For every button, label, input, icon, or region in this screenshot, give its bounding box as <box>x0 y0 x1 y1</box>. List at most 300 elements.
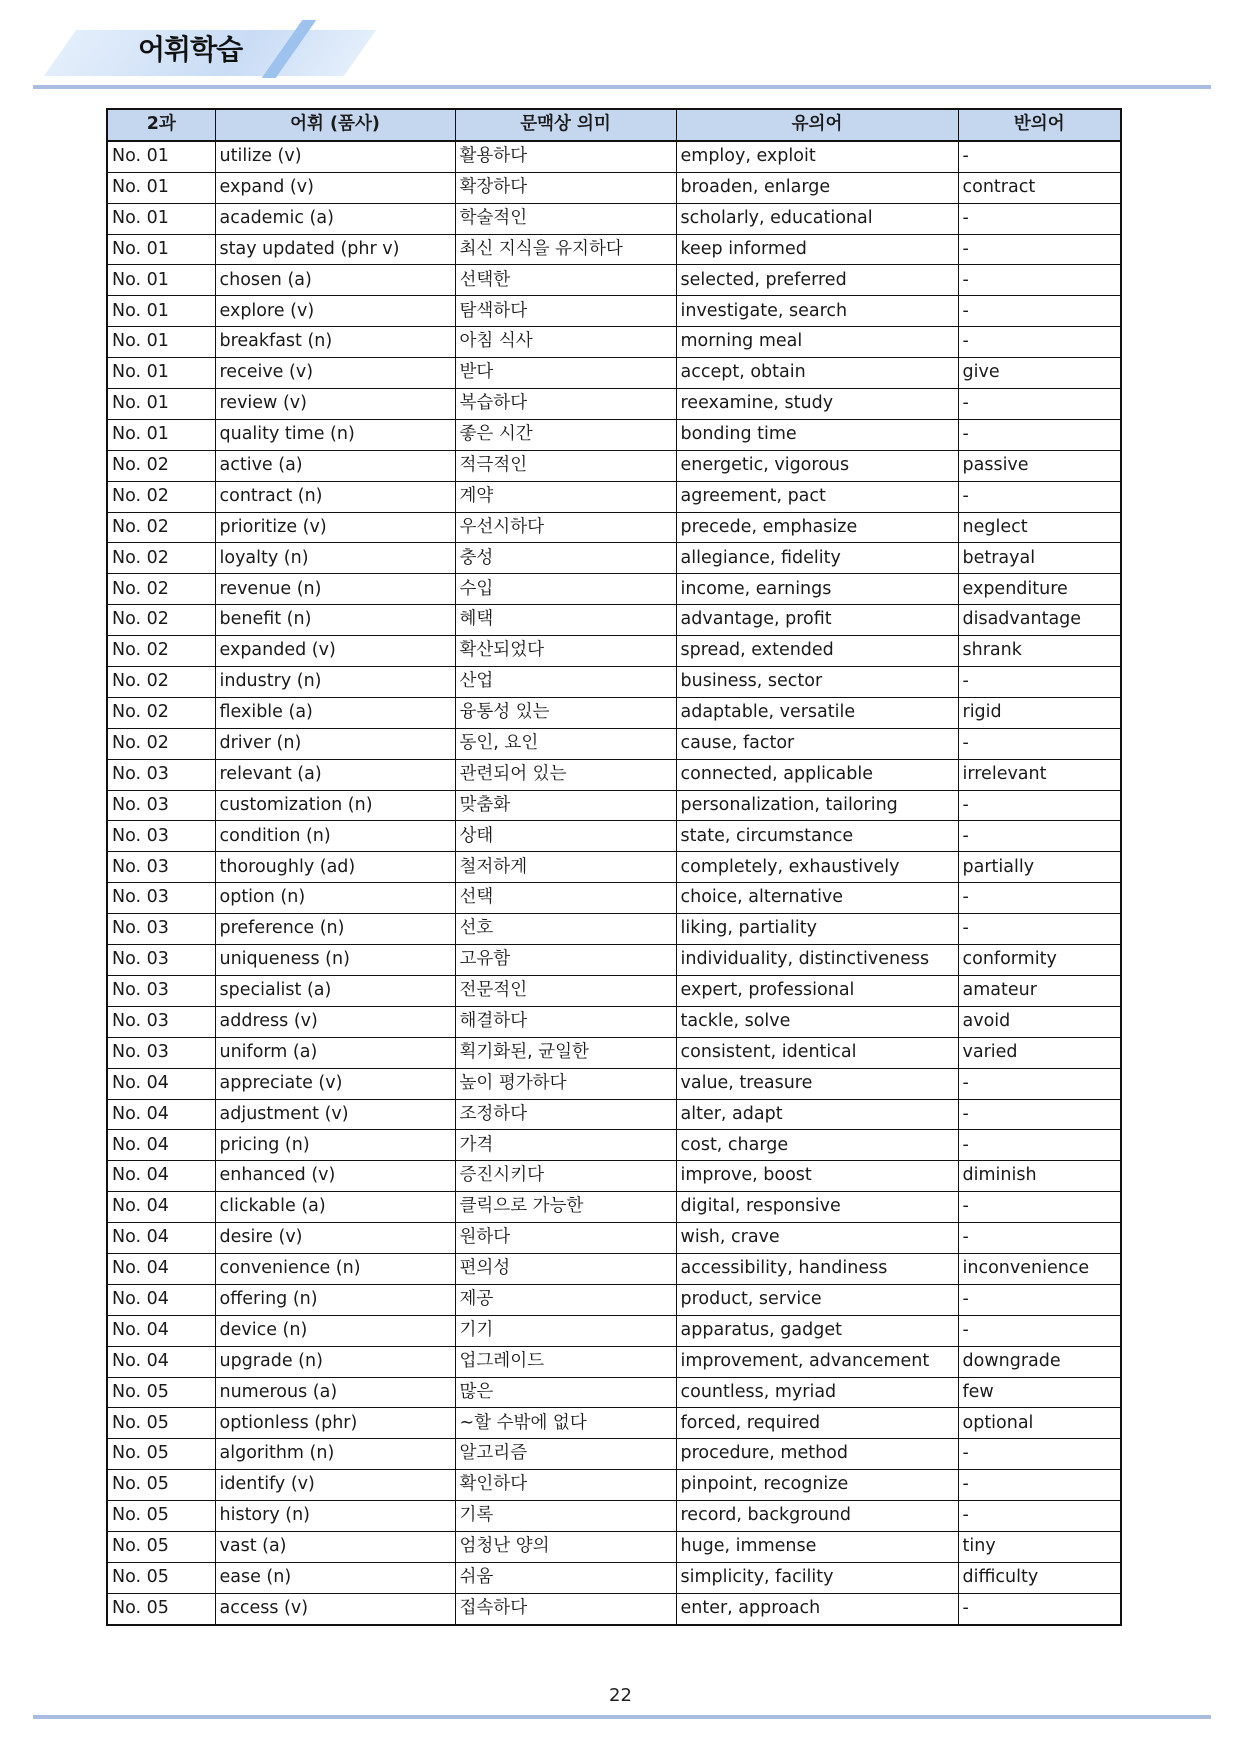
column-header-word: 어휘 (품사) <box>215 109 455 141</box>
cell-meaning: 클릭으로 가능한 <box>455 1192 676 1223</box>
cell-synonyms: completely, exhaustively <box>676 852 958 883</box>
cell-synonyms: pinpoint, recognize <box>676 1470 958 1501</box>
cell-word: clickable (a) <box>215 1192 455 1223</box>
cell-word: device (n) <box>215 1315 455 1346</box>
cell-lesson: No. 05 <box>107 1501 215 1532</box>
cell-word: identify (v) <box>215 1470 455 1501</box>
cell-word: uniform (a) <box>215 1037 455 1068</box>
page-title: 어휘학습 <box>138 33 243 66</box>
table-row <box>107 697 1121 728</box>
cell-lesson: No. 02 <box>107 574 215 605</box>
table-row <box>107 141 1121 172</box>
cell-word: specialist (a) <box>215 975 455 1006</box>
cell-antonyms: - <box>958 234 1121 265</box>
cell-antonyms: rigid <box>958 697 1121 728</box>
cell-meaning: 적극적인 <box>455 450 676 481</box>
cell-lesson: No. 01 <box>107 172 215 203</box>
cell-word: flexible (a) <box>215 697 455 728</box>
cell-word: uniqueness (n) <box>215 945 455 976</box>
cell-synonyms: employ, exploit <box>676 141 958 172</box>
cell-meaning: 고유함 <box>455 945 676 976</box>
cell-synonyms: alter, adapt <box>676 1099 958 1130</box>
cell-meaning: 확산되었다 <box>455 636 676 667</box>
cell-synonyms: improvement, advancement <box>676 1346 958 1377</box>
cell-antonyms: difficulty <box>958 1562 1121 1593</box>
cell-meaning: 탐색하다 <box>455 296 676 327</box>
cell-lesson: No. 01 <box>107 234 215 265</box>
cell-lesson: No. 02 <box>107 481 215 512</box>
cell-word: chosen (a) <box>215 265 455 296</box>
table-row <box>107 265 1121 296</box>
table-row <box>107 883 1121 914</box>
table-row <box>107 296 1121 327</box>
cell-antonyms: optional <box>958 1408 1121 1439</box>
cell-meaning: 원하다 <box>455 1223 676 1254</box>
table-row <box>107 1161 1121 1192</box>
cell-meaning: 동인, 요인 <box>455 728 676 759</box>
cell-synonyms: allegiance, fidelity <box>676 543 958 574</box>
cell-lesson: No. 01 <box>107 296 215 327</box>
cell-synonyms: business, sector <box>676 667 958 698</box>
cell-antonyms: - <box>958 1439 1121 1470</box>
cell-synonyms: bonding time <box>676 419 958 450</box>
cell-meaning: 업그레이드 <box>455 1346 676 1377</box>
table-body <box>107 141 1121 1625</box>
cell-synonyms: morning meal <box>676 327 958 358</box>
cell-meaning: 제공 <box>455 1284 676 1315</box>
cell-synonyms: product, service <box>676 1284 958 1315</box>
cell-antonyms: - <box>958 914 1121 945</box>
cell-lesson: No. 03 <box>107 975 215 1006</box>
table-row <box>107 1346 1121 1377</box>
cell-meaning: 확장하다 <box>455 172 676 203</box>
cell-meaning: 기록 <box>455 1501 676 1532</box>
table-row <box>107 1531 1121 1562</box>
column-header-meaning: 문맥상 의미 <box>455 109 676 141</box>
cell-meaning: 전문적인 <box>455 975 676 1006</box>
cell-meaning: 편의성 <box>455 1253 676 1284</box>
cell-word: driver (n) <box>215 728 455 759</box>
cell-meaning: 선택한 <box>455 265 676 296</box>
cell-meaning: 좋은 시간 <box>455 419 676 450</box>
cell-synonyms: energetic, vigorous <box>676 450 958 481</box>
cell-synonyms: tackle, solve <box>676 1006 958 1037</box>
cell-word: appreciate (v) <box>215 1068 455 1099</box>
cell-antonyms: betrayal <box>958 543 1121 574</box>
column-header-antonyms: 반의어 <box>958 109 1121 141</box>
cell-lesson: No. 02 <box>107 697 215 728</box>
cell-meaning: 조정하다 <box>455 1099 676 1130</box>
table-row <box>107 1037 1121 1068</box>
cell-synonyms: enter, approach <box>676 1593 958 1624</box>
cell-synonyms: spread, extended <box>676 636 958 667</box>
table-row <box>107 852 1121 883</box>
table-row <box>107 327 1121 358</box>
table-row <box>107 172 1121 203</box>
cell-lesson: No. 02 <box>107 512 215 543</box>
cell-meaning: 수입 <box>455 574 676 605</box>
cell-antonyms: - <box>958 1099 1121 1130</box>
cell-word: desire (v) <box>215 1223 455 1254</box>
cell-meaning: 선호 <box>455 914 676 945</box>
table-row <box>107 975 1121 1006</box>
cell-word: adjustment (v) <box>215 1099 455 1130</box>
cell-meaning: 가격 <box>455 1130 676 1161</box>
cell-antonyms: - <box>958 203 1121 234</box>
cell-lesson: No. 01 <box>107 358 215 389</box>
table-row <box>107 481 1121 512</box>
cell-antonyms: - <box>958 1470 1121 1501</box>
cell-meaning: 기기 <box>455 1315 676 1346</box>
cell-word: vast (a) <box>215 1531 455 1562</box>
table-header-row <box>107 109 1121 141</box>
table-row <box>107 1562 1121 1593</box>
cell-meaning: 선택 <box>455 883 676 914</box>
cell-meaning: 학술적인 <box>455 203 676 234</box>
cell-word: offering (n) <box>215 1284 455 1315</box>
cell-lesson: No. 01 <box>107 265 215 296</box>
cell-word: ease (n) <box>215 1562 455 1593</box>
table-row <box>107 790 1121 821</box>
cell-antonyms: - <box>958 296 1121 327</box>
cell-lesson: No. 02 <box>107 667 215 698</box>
cell-lesson: No. 05 <box>107 1408 215 1439</box>
cell-meaning: 접속하다 <box>455 1593 676 1624</box>
table-row <box>107 667 1121 698</box>
cell-word: history (n) <box>215 1501 455 1532</box>
cell-lesson: No. 05 <box>107 1593 215 1624</box>
cell-word: numerous (a) <box>215 1377 455 1408</box>
table-row <box>107 1439 1121 1470</box>
cell-antonyms: - <box>958 1593 1121 1624</box>
cell-synonyms: state, circumstance <box>676 821 958 852</box>
cell-lesson: No. 02 <box>107 605 215 636</box>
cell-word: receive (v) <box>215 358 455 389</box>
top-divider <box>33 85 1211 89</box>
cell-meaning: 획기화된, 균일한 <box>455 1037 676 1068</box>
cell-antonyms: - <box>958 327 1121 358</box>
cell-meaning: 받다 <box>455 358 676 389</box>
cell-synonyms: forced, required <box>676 1408 958 1439</box>
cell-synonyms: record, background <box>676 1501 958 1532</box>
cell-synonyms: personalization, tailoring <box>676 790 958 821</box>
cell-synonyms: simplicity, facility <box>676 1562 958 1593</box>
cell-lesson: No. 05 <box>107 1439 215 1470</box>
cell-word: pricing (n) <box>215 1130 455 1161</box>
cell-meaning: 관련되어 있는 <box>455 759 676 790</box>
cell-meaning: 상태 <box>455 821 676 852</box>
table-row <box>107 203 1121 234</box>
cell-meaning: ~할 수밖에 없다 <box>455 1408 676 1439</box>
cell-synonyms: expert, professional <box>676 975 958 1006</box>
cell-word: revenue (n) <box>215 574 455 605</box>
table-row <box>107 1223 1121 1254</box>
cell-antonyms: varied <box>958 1037 1121 1068</box>
cell-word: explore (v) <box>215 296 455 327</box>
cell-synonyms: value, treasure <box>676 1068 958 1099</box>
cell-synonyms: choice, alternative <box>676 883 958 914</box>
table-row <box>107 543 1121 574</box>
cell-antonyms: amateur <box>958 975 1121 1006</box>
table-row <box>107 574 1121 605</box>
cell-lesson: No. 03 <box>107 883 215 914</box>
cell-word: address (v) <box>215 1006 455 1037</box>
cell-lesson: No. 04 <box>107 1315 215 1346</box>
cell-lesson: No. 03 <box>107 1037 215 1068</box>
cell-lesson: No. 02 <box>107 543 215 574</box>
cell-meaning: 아침 식사 <box>455 327 676 358</box>
cell-synonyms: cost, charge <box>676 1130 958 1161</box>
cell-word: benefit (n) <box>215 605 455 636</box>
cell-synonyms: cause, factor <box>676 728 958 759</box>
table-row <box>107 1130 1121 1161</box>
table-row <box>107 728 1121 759</box>
cell-lesson: No. 01 <box>107 203 215 234</box>
cell-antonyms: - <box>958 389 1121 420</box>
cell-lesson: No. 04 <box>107 1161 215 1192</box>
cell-antonyms: disadvantage <box>958 605 1121 636</box>
table-row <box>107 1099 1121 1130</box>
cell-antonyms: conformity <box>958 945 1121 976</box>
cell-synonyms: consistent, identical <box>676 1037 958 1068</box>
table-row <box>107 1068 1121 1099</box>
table-row <box>107 1315 1121 1346</box>
cell-synonyms: selected, preferred <box>676 265 958 296</box>
column-header-lesson: 2과 <box>107 109 215 141</box>
table-row <box>107 419 1121 450</box>
cell-antonyms: - <box>958 1130 1121 1161</box>
cell-synonyms: apparatus, gadget <box>676 1315 958 1346</box>
cell-antonyms: inconvenience <box>958 1253 1121 1284</box>
table-row <box>107 1284 1121 1315</box>
cell-meaning: 철저하게 <box>455 852 676 883</box>
cell-lesson: No. 02 <box>107 450 215 481</box>
cell-antonyms: diminish <box>958 1161 1121 1192</box>
cell-synonyms: connected, applicable <box>676 759 958 790</box>
cell-synonyms: reexamine, study <box>676 389 958 420</box>
cell-word: access (v) <box>215 1593 455 1624</box>
cell-meaning: 증진시키다 <box>455 1161 676 1192</box>
table-row <box>107 1593 1121 1624</box>
cell-synonyms: investigate, search <box>676 296 958 327</box>
cell-synonyms: income, earnings <box>676 574 958 605</box>
table-row <box>107 1470 1121 1501</box>
cell-meaning: 맞춤화 <box>455 790 676 821</box>
cell-antonyms: - <box>958 667 1121 698</box>
cell-synonyms: countless, myriad <box>676 1377 958 1408</box>
cell-meaning: 쉬움 <box>455 1562 676 1593</box>
cell-antonyms: - <box>958 1315 1121 1346</box>
cell-antonyms: few <box>958 1377 1121 1408</box>
cell-lesson: No. 02 <box>107 728 215 759</box>
cell-word: utilize (v) <box>215 141 455 172</box>
cell-antonyms: partially <box>958 852 1121 883</box>
cell-synonyms: digital, responsive <box>676 1192 958 1223</box>
cell-antonyms: - <box>958 419 1121 450</box>
cell-antonyms: - <box>958 821 1121 852</box>
cell-word: thoroughly (ad) <box>215 852 455 883</box>
cell-synonyms: individuality, distinctiveness <box>676 945 958 976</box>
cell-synonyms: huge, immense <box>676 1531 958 1562</box>
cell-word: option (n) <box>215 883 455 914</box>
cell-word: algorithm (n) <box>215 1439 455 1470</box>
table-row <box>107 1377 1121 1408</box>
cell-antonyms: passive <box>958 450 1121 481</box>
cell-meaning: 융통성 있는 <box>455 697 676 728</box>
cell-synonyms: improve, boost <box>676 1161 958 1192</box>
cell-word: customization (n) <box>215 790 455 821</box>
cell-word: relevant (a) <box>215 759 455 790</box>
cell-antonyms: contract <box>958 172 1121 203</box>
cell-word: breakfast (n) <box>215 327 455 358</box>
cell-lesson: No. 04 <box>107 1346 215 1377</box>
cell-antonyms: - <box>958 1068 1121 1099</box>
cell-meaning: 알고리즘 <box>455 1439 676 1470</box>
table-row <box>107 450 1121 481</box>
cell-synonyms: wish, crave <box>676 1223 958 1254</box>
cell-meaning: 활용하다 <box>455 141 676 172</box>
cell-synonyms: accessibility, handiness <box>676 1253 958 1284</box>
cell-lesson: No. 03 <box>107 759 215 790</box>
cell-word: expanded (v) <box>215 636 455 667</box>
table-row <box>107 358 1121 389</box>
cell-word: industry (n) <box>215 667 455 698</box>
cell-synonyms: adaptable, versatile <box>676 697 958 728</box>
cell-lesson: No. 05 <box>107 1531 215 1562</box>
cell-synonyms: agreement, pact <box>676 481 958 512</box>
cell-antonyms: - <box>958 1284 1121 1315</box>
cell-meaning: 산업 <box>455 667 676 698</box>
cell-antonyms: downgrade <box>958 1346 1121 1377</box>
cell-lesson: No. 03 <box>107 852 215 883</box>
cell-lesson: No. 04 <box>107 1130 215 1161</box>
cell-meaning: 엄청난 양의 <box>455 1531 676 1562</box>
column-header-synonyms: 유의어 <box>676 109 958 141</box>
cell-lesson: No. 05 <box>107 1377 215 1408</box>
cell-antonyms: irrelevant <box>958 759 1121 790</box>
cell-antonyms: - <box>958 265 1121 296</box>
cell-meaning: 우선시하다 <box>455 512 676 543</box>
cell-lesson: No. 01 <box>107 419 215 450</box>
cell-word: prioritize (v) <box>215 512 455 543</box>
table-row <box>107 821 1121 852</box>
cell-lesson: No. 03 <box>107 945 215 976</box>
cell-antonyms: - <box>958 1501 1121 1532</box>
cell-lesson: No. 01 <box>107 141 215 172</box>
cell-lesson: No. 03 <box>107 1006 215 1037</box>
cell-meaning: 최신 지식을 유지하다 <box>455 234 676 265</box>
cell-word: quality time (n) <box>215 419 455 450</box>
cell-word: enhanced (v) <box>215 1161 455 1192</box>
page-number: 22 <box>609 1685 632 1706</box>
cell-lesson: No. 03 <box>107 790 215 821</box>
cell-synonyms: keep informed <box>676 234 958 265</box>
cell-antonyms: - <box>958 141 1121 172</box>
table-row <box>107 636 1121 667</box>
cell-lesson: No. 04 <box>107 1068 215 1099</box>
cell-meaning: 혜택 <box>455 605 676 636</box>
cell-meaning: 복습하다 <box>455 389 676 420</box>
cell-synonyms: advantage, profit <box>676 605 958 636</box>
cell-word: stay updated (phr v) <box>215 234 455 265</box>
cell-word: contract (n) <box>215 481 455 512</box>
cell-antonyms: - <box>958 1223 1121 1254</box>
table-row <box>107 1408 1121 1439</box>
table-row <box>107 605 1121 636</box>
cell-antonyms: tiny <box>958 1531 1121 1562</box>
cell-antonyms: shrank <box>958 636 1121 667</box>
table-row <box>107 1006 1121 1037</box>
cell-antonyms: - <box>958 790 1121 821</box>
cell-meaning: 충성 <box>455 543 676 574</box>
bottom-divider <box>33 1715 1211 1719</box>
cell-lesson: No. 05 <box>107 1470 215 1501</box>
cell-meaning: 계약 <box>455 481 676 512</box>
cell-word: review (v) <box>215 389 455 420</box>
cell-word: academic (a) <box>215 203 455 234</box>
cell-word: expand (v) <box>215 172 455 203</box>
cell-word: optionless (phr) <box>215 1408 455 1439</box>
cell-word: convenience (n) <box>215 1253 455 1284</box>
cell-meaning: 높이 평가하다 <box>455 1068 676 1099</box>
cell-synonyms: accept, obtain <box>676 358 958 389</box>
cell-synonyms: liking, partiality <box>676 914 958 945</box>
cell-word: loyalty (n) <box>215 543 455 574</box>
cell-lesson: No. 05 <box>107 1562 215 1593</box>
cell-synonyms: precede, emphasize <box>676 512 958 543</box>
cell-synonyms: broaden, enlarge <box>676 172 958 203</box>
table-row <box>107 512 1121 543</box>
cell-synonyms: scholarly, educational <box>676 203 958 234</box>
cell-antonyms: give <box>958 358 1121 389</box>
cell-antonyms: - <box>958 728 1121 759</box>
cell-word: upgrade (n) <box>215 1346 455 1377</box>
cell-meaning: 많은 <box>455 1377 676 1408</box>
cell-meaning: 확인하다 <box>455 1470 676 1501</box>
cell-lesson: No. 03 <box>107 914 215 945</box>
cell-antonyms: neglect <box>958 512 1121 543</box>
cell-lesson: No. 04 <box>107 1099 215 1130</box>
table-row <box>107 945 1121 976</box>
cell-lesson: No. 04 <box>107 1223 215 1254</box>
table-row <box>107 389 1121 420</box>
cell-lesson: No. 01 <box>107 327 215 358</box>
cell-lesson: No. 04 <box>107 1253 215 1284</box>
cell-word: active (a) <box>215 450 455 481</box>
cell-word: preference (n) <box>215 914 455 945</box>
cell-antonyms: - <box>958 1192 1121 1223</box>
table-row <box>107 234 1121 265</box>
cell-lesson: No. 03 <box>107 821 215 852</box>
vocabulary-table <box>106 108 1122 1626</box>
cell-antonyms: expenditure <box>958 574 1121 605</box>
table-row <box>107 914 1121 945</box>
table-row <box>107 1253 1121 1284</box>
table-row <box>107 1501 1121 1532</box>
cell-lesson: No. 01 <box>107 389 215 420</box>
table-row <box>107 759 1121 790</box>
cell-word: condition (n) <box>215 821 455 852</box>
cell-lesson: No. 02 <box>107 636 215 667</box>
cell-antonyms: - <box>958 481 1121 512</box>
cell-meaning: 해결하다 <box>455 1006 676 1037</box>
cell-antonyms: - <box>958 883 1121 914</box>
cell-antonyms: avoid <box>958 1006 1121 1037</box>
table-row <box>107 1192 1121 1223</box>
cell-lesson: No. 04 <box>107 1284 215 1315</box>
cell-lesson: No. 04 <box>107 1192 215 1223</box>
cell-synonyms: procedure, method <box>676 1439 958 1470</box>
